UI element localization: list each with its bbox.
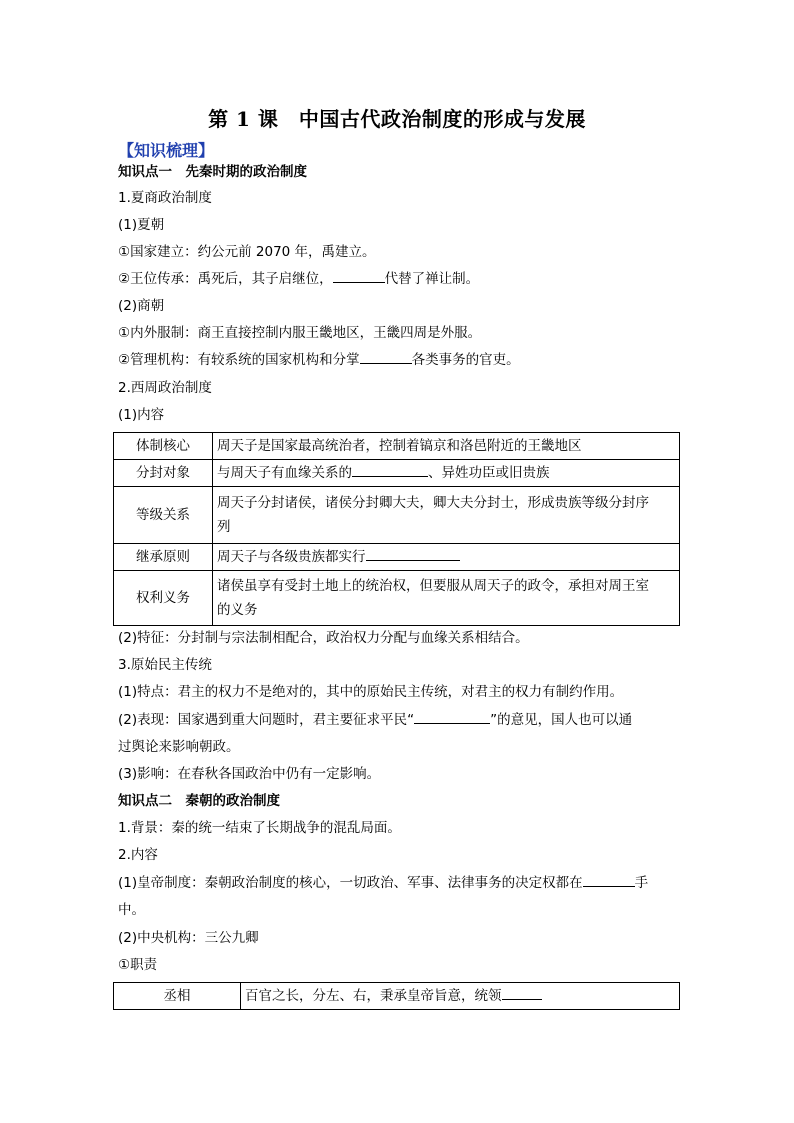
kp1-s3: 3.原始民主传统 [118, 657, 212, 673]
table-value [213, 571, 680, 626]
fill-blank [502, 987, 542, 1000]
table-row [114, 487, 680, 544]
kp1-s1b-2 [118, 351, 520, 369]
kp1-s3c: (3)影响：在春秋各国政治中仍有一定影响。 [118, 766, 381, 782]
text: (1)皇帝制度：秦朝政治制度的核心，一切政治、军事、法律事务的决定权都在 [118, 875, 583, 891]
table-value: 周天子是国家最高统治者，控制着镐京和洛邑附近的王畿地区 [213, 433, 680, 460]
kp2-s1: 1.背景：秦的统一结束了长期战争的混乱局面。 [118, 820, 401, 836]
text: 周天子分封诸侯，诸侯分封卿大夫，卿大夫分封士，形成贵族等级分封序 [217, 495, 649, 511]
kp2-s2a-2: 中。 [118, 902, 145, 918]
kp1-s3b-2: 过舆论来影响朝政。 [118, 739, 240, 755]
text: ”的意见，国人也可以通 [490, 712, 633, 728]
text: 、异姓功臣或旧贵族 [428, 465, 550, 481]
text: 列 [217, 519, 231, 535]
fill-blank [352, 464, 428, 477]
table-value [213, 460, 680, 487]
table-value [241, 983, 680, 1010]
table-key: 丞相 [114, 983, 241, 1010]
kp1-s1a-1: ①国家建立：约公元前 2070 年，禹建立。 [118, 244, 376, 260]
kp1-s2: 2.西周政治制度 [118, 380, 212, 396]
table-key: 继承原则 [114, 544, 213, 571]
qin-officials-table [113, 982, 680, 1010]
table-row [114, 983, 680, 1010]
text: 诸侯虽享有受封土地上的统治权，但要服从周天子的政令，承担对周王室 [217, 578, 649, 594]
kp1-s1b: (2)商朝 [118, 298, 165, 314]
text: ②王位传承：禹死后，其子启继位， [118, 271, 333, 287]
text: 手 [634, 875, 649, 891]
table-key: 等级关系 [114, 487, 213, 544]
kp1-s2a: (1)内容 [118, 407, 165, 423]
table-value [213, 487, 680, 544]
table-key: 权利义务 [114, 571, 213, 626]
text: ②管理机构：有较系统的国家机构和分掌 [118, 352, 360, 368]
zhou-system-table [113, 432, 680, 626]
table-row [114, 433, 680, 460]
text: 各类事务的官吏。 [411, 352, 520, 368]
text: 百官之长，分左、右，秉承皇帝旨意，统领 [245, 988, 502, 1004]
table-key: 体制核心 [114, 433, 213, 460]
kp1-s3b [118, 711, 632, 729]
fill-blank [583, 874, 635, 887]
page-title: 第 1 课 中国古代政治制度的形成与发展 [208, 107, 586, 131]
text: 周天子与各级贵族都实行 [217, 549, 366, 565]
kp2-s2b: (2)中央机构：三公九卿 [118, 930, 259, 946]
text: 的义务 [217, 602, 258, 618]
kp1-s2b: (2)特征：分封制与宗法制相配合，政治权力分配与血缘关系相结合。 [118, 630, 529, 646]
kp2-s2a [118, 874, 648, 892]
table-row [114, 571, 680, 626]
fill-blank [414, 711, 490, 724]
kp1-s1a-2 [118, 270, 479, 288]
kp2-s2c: ①职责 [118, 957, 158, 973]
kp1-s1: 1.夏商政治制度 [118, 190, 212, 206]
table-row [114, 544, 680, 571]
table-row [114, 460, 680, 487]
kp1-heading: 知识点一 先秦时期的政治制度 [118, 164, 307, 180]
section-header: 【知识梳理】 [118, 141, 215, 160]
table-value [213, 544, 680, 571]
fill-blank [360, 351, 412, 364]
fill-blank [333, 270, 385, 283]
fill-blank [366, 548, 460, 561]
text: 与周天子有血缘关系的 [217, 465, 352, 481]
kp2-s2: 2.内容 [118, 847, 158, 863]
table-key: 分封对象 [114, 460, 213, 487]
kp1-s3a: (1)特点：君主的权力不是绝对的，其中的原始民主传统，对君主的权力有制约作用。 [118, 684, 624, 700]
text: (2)表现：国家遇到重大问题时，君主要征求平民“ [118, 712, 415, 728]
kp1-s1a: (1)夏朝 [118, 217, 165, 233]
kp2-heading: 知识点二 秦朝的政治制度 [118, 793, 280, 809]
kp1-s1b-1: ①内外服制：商王直接控制内服王畿地区，王畿四周是外服。 [118, 325, 482, 341]
text: 代替了禅让制。 [384, 271, 480, 287]
